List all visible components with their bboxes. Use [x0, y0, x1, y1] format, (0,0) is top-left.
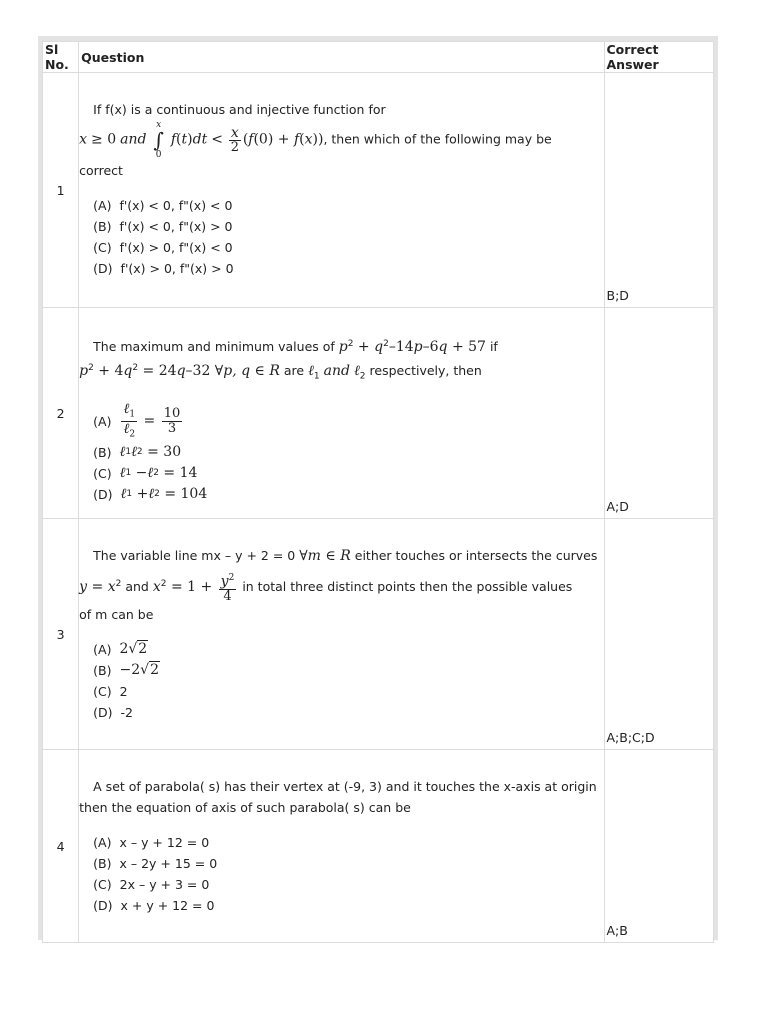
sl-number: 1	[43, 73, 79, 308]
header-answer: Correct Answer	[604, 42, 714, 73]
correct-answer: B;D	[604, 73, 714, 308]
option-b: (B) ℓ 1 ℓ 2 = 30	[93, 443, 182, 460]
correct-answer: A;B;C;D	[604, 519, 714, 750]
option-d: (D) ℓ 1 + ℓ 2 = 104	[93, 485, 208, 502]
option-a: (A) x – y + 12 = 0	[93, 835, 210, 850]
question-text-line2: $y = x^2$ and $x^2 = 1$ + $\frac{y^2}{4}$ in total three distinct points then the possible values	[79, 573, 573, 605]
option-c: (C) 2	[93, 684, 128, 700]
option-c: (C) ℓ 1 − ℓ 2 = 14	[93, 464, 198, 481]
options-list	[79, 639, 597, 723]
question-text-end: correct	[79, 163, 123, 178]
question-text: A set of parabola( s) has their vertex at (-9, 3) and it touches the x-axis at origin	[93, 779, 597, 794]
question-text-cont: , then which of the following may be	[323, 131, 552, 147]
option-b: (B) −2√2	[93, 662, 159, 679]
options-list	[79, 832, 597, 916]
option-a: (A) f'(x) < 0, f"(x) < 0	[93, 198, 233, 213]
table-row	[43, 750, 714, 943]
question-cell	[79, 750, 604, 943]
sl-number: 3	[43, 519, 79, 750]
integral-symbol: x ∫ 0	[153, 120, 164, 160]
option-b: (B) f'(x) < 0, f"(x) > 0	[93, 219, 233, 234]
question-cell	[79, 308, 604, 519]
question-text: The variable line mx – y + 2 = 0 ∀m ∈ R either touches or intersects the curves	[93, 548, 598, 564]
sl-number: 4	[43, 750, 79, 943]
question-text: The maximum and minimum values of $p^2 + q^2-14p-6q + 57$ if	[93, 339, 498, 356]
header-question: Question	[79, 42, 604, 73]
option-c: (C) f'(x) > 0, f"(x) < 0	[93, 240, 233, 255]
option-d: (D) -2	[93, 705, 134, 721]
question-text-line2: $p^2 + 4q^2 = 24q-32$ ∀p, q ∈ R are ℓ$_1$ and ℓ$_2$ respectively, then	[79, 363, 482, 382]
option-d: (D) f'(x) > 0, f"(x) > 0	[93, 261, 234, 276]
table-row	[43, 308, 714, 519]
table-row	[43, 519, 714, 750]
questions-table	[42, 41, 714, 943]
sl-number: 2	[43, 308, 79, 519]
option-a: (A) $\frac{\ell_1}{\ell_2}$ = $\frac{10}{3}$	[93, 400, 181, 440]
question-sheet	[38, 36, 718, 940]
option-d: (D) x + y + 12 = 0	[93, 898, 215, 913]
options-list	[79, 195, 597, 279]
question-text-end: of m can be	[79, 607, 154, 623]
table-row	[43, 73, 714, 308]
question-text-line2: then the equation of axis of such parabola( s) can be	[79, 800, 411, 815]
option-c: (C) 2x – y + 3 = 0	[93, 877, 210, 892]
question-cell	[79, 519, 604, 750]
header-row	[43, 42, 714, 73]
question-cell	[79, 73, 604, 308]
correct-answer: A;D	[604, 308, 714, 519]
question-text: If f(x) is a continuous and injective function for	[93, 102, 386, 117]
option-b: (B) x – 2y + 15 = 0	[93, 856, 218, 871]
header-sl: Sl No.	[43, 42, 79, 73]
options-list	[79, 402, 597, 505]
correct-answer: A;B	[604, 750, 714, 943]
question-formula-line: x ≥ 0 and x ∫ 0 f(t)dt < $\frac{x}{2}$ (f(0) + f(x)), then which of the following may be	[79, 120, 552, 160]
option-a: (A) 2√2	[93, 641, 148, 658]
